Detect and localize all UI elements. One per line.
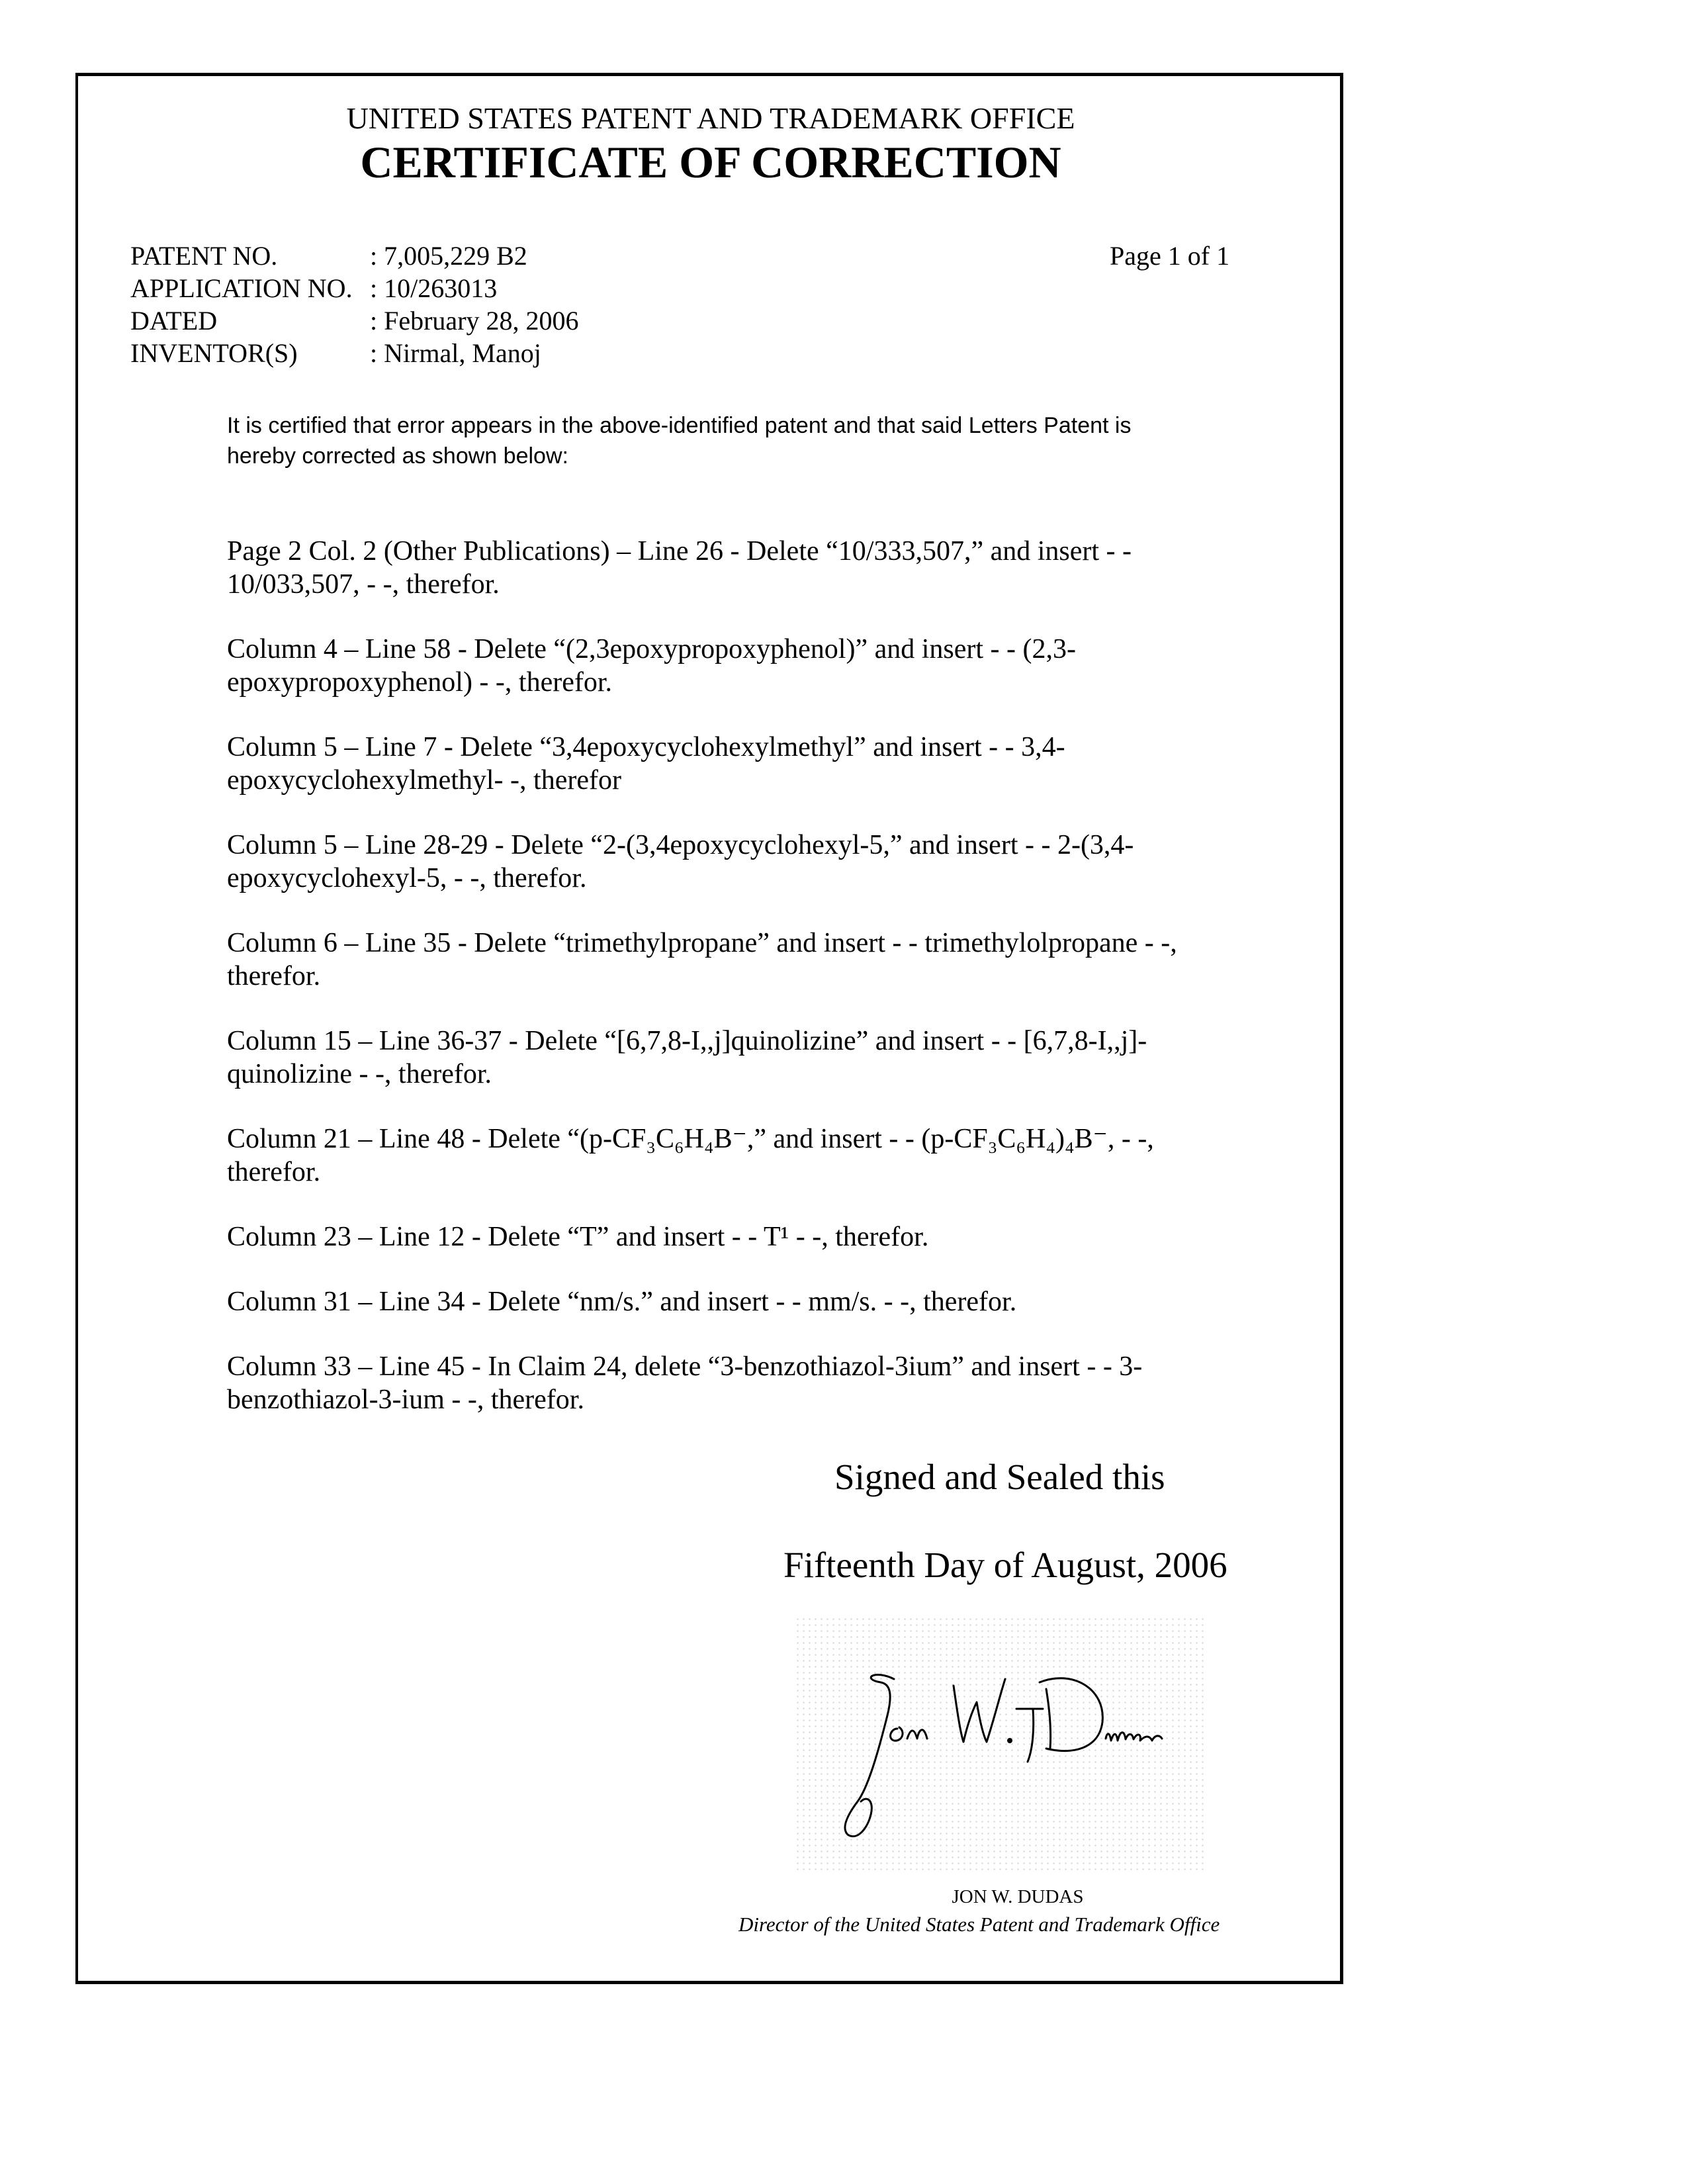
correction-line: epoxycyclohexyl-5, - -, therefor. — [227, 862, 1177, 895]
correction-entry — [227, 633, 1177, 699]
meta-label: INVENTOR(S) — [130, 337, 370, 369]
correction-entry — [227, 731, 1177, 797]
meta-row-application-no — [130, 272, 579, 304]
meta-row-inventors — [130, 337, 579, 369]
meta-label: APPLICATION NO. — [130, 272, 370, 304]
correction-line: benzothiazol-3-ium - -, therefor. — [227, 1383, 1177, 1416]
correction-line: Column 4 – Line 58 - Delete “(2,3epoxypropoxyphenol)” and insert - - (2,3- — [227, 633, 1177, 666]
correction-entry — [227, 1285, 1177, 1318]
meta-value: : February 28, 2006 — [370, 304, 579, 337]
correction-line: Column 23 – Line 12 - Delete “T” and insert - - T¹ - -, therefor. — [227, 1220, 1177, 1253]
handwritten-signature — [795, 1616, 1206, 1874]
meta-value: : 10/263013 — [370, 272, 497, 304]
patent-metadata — [130, 240, 579, 369]
correction-line: therefor. — [227, 960, 1177, 993]
correction-line: Column 33 – Line 45 - In Claim 24, delete “3-benzothiazol-3ium” and insert - - 3- — [227, 1350, 1177, 1383]
signatory-name: JON W. DUDAS — [0, 1886, 1694, 1908]
correction-line: Column 5 – Line 28-29 - Delete “2-(3,4epoxycyclohexyl-5,” and insert - - 2-(3,4- — [227, 829, 1177, 862]
correction-entry — [227, 1024, 1177, 1091]
correction-line: Column 5 – Line 7 - Delete “3,4epoxycyclohexylmethyl” and insert - - 3,4- — [227, 731, 1177, 764]
corrections-list — [227, 535, 1177, 1448]
correction-line: Page 2 Col. 2 (Other Publications) – Line 26 - Delete “10/333,507,” and insert - - — [227, 535, 1177, 568]
correction-entry — [227, 1220, 1177, 1253]
meta-value: : 7,005,229 B2 — [370, 240, 527, 272]
correction-entry — [227, 1350, 1177, 1416]
correction-entry — [227, 535, 1177, 601]
correction-line: 10/033,507, - -, therefor. — [227, 568, 1177, 601]
correction-line: Column 31 – Line 34 - Delete “nm/s.” and insert - - mm/s. - -, therefor. — [227, 1285, 1177, 1318]
meta-label: DATED — [130, 304, 370, 337]
correction-entry — [227, 829, 1177, 895]
correction-line: epoxypropoxyphenol) - -, therefor. — [227, 666, 1177, 699]
correction-entry — [227, 1122, 1177, 1189]
certification-line: It is certified that error appears in the above-identified patent and that said Letters Patent is — [227, 410, 1131, 441]
correction-line: epoxycyclohexylmethyl- -, therefor — [227, 764, 1177, 797]
correction-line: Column 15 – Line 36-37 - Delete “[6,7,8-I,,j]quinolizine” and insert - - [6,7,8-I,,j]- — [227, 1024, 1177, 1058]
certificate-title: CERTIFICATE OF CORRECTION — [0, 136, 1421, 189]
signing-date: Fifteenth Day of August, 2006 — [783, 1544, 1227, 1586]
correction-line: therefor. — [227, 1156, 1177, 1189]
signatory-title: Director of the United States Patent and Trademark Office — [738, 1913, 1220, 1936]
meta-value: : Nirmal, Manoj — [370, 337, 541, 369]
correction-line: quinolizine - -, therefor. — [227, 1058, 1177, 1091]
correction-line: Column 6 – Line 35 - Delete “trimethylpropane” and insert - - trimethylolpropane - -, — [227, 927, 1177, 960]
office-heading: UNITED STATES PATENT AND TRADEMARK OFFICE — [0, 101, 1421, 136]
meta-row-dated — [130, 304, 579, 337]
meta-label: PATENT NO. — [130, 240, 370, 272]
correction-entry — [227, 927, 1177, 993]
certification-line: hereby corrected as shown below: — [227, 441, 1131, 471]
signature-image — [795, 1616, 1206, 1874]
page-indicator: Page 1 of 1 — [1110, 240, 1229, 272]
meta-row-patent-no — [130, 240, 579, 272]
correction-line: Column 21 – Line 48 - Delete “(p-CF₃C₆H₄B⁻,” and insert - - (p-CF₃C₆H₄)₄B⁻, - -, — [227, 1122, 1177, 1156]
signed-sealed-text: Signed and Sealed this — [834, 1456, 1165, 1498]
certification-statement — [227, 410, 1131, 471]
